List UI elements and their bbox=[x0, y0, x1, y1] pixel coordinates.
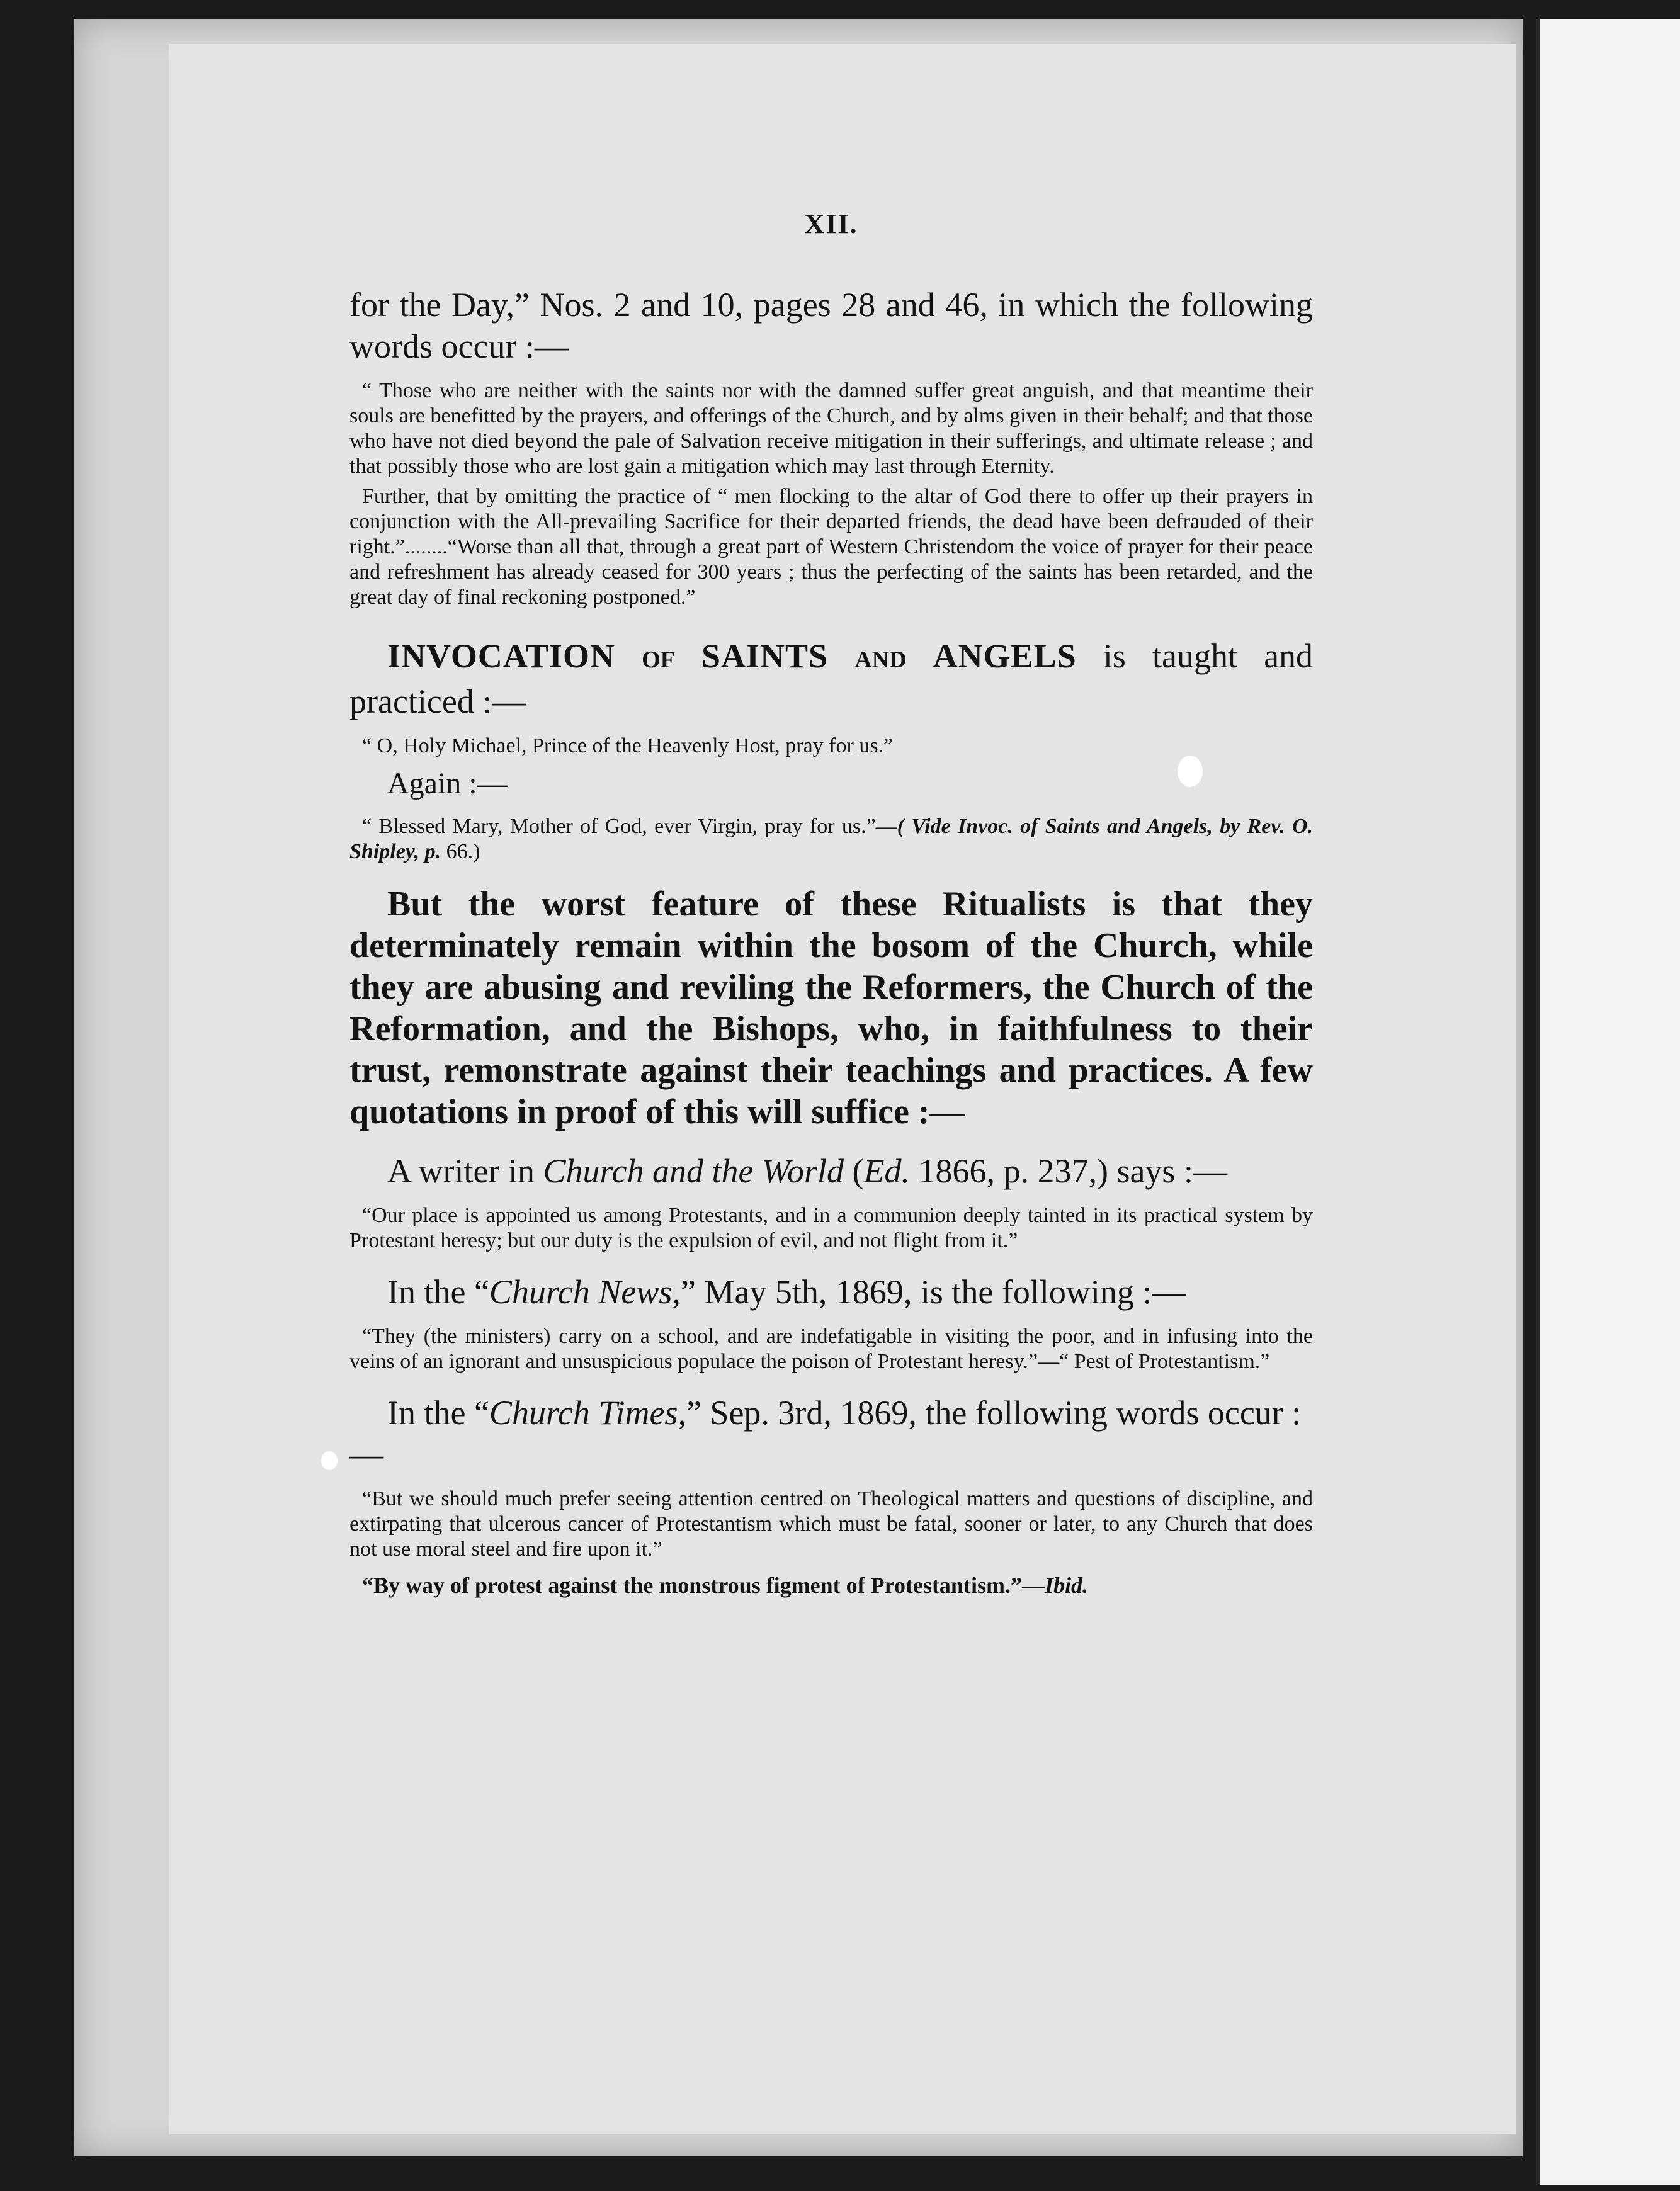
invocation-heading: INVOCATION OF SAINTS AND ANGELS is taught and practiced :— bbox=[349, 637, 1314, 720]
adjacent-page-edge bbox=[1536, 19, 1680, 2185]
church-news-paragraph: In the “Church News,” May 5th, 1869, is the following :— bbox=[387, 1273, 1186, 1311]
quote-mary: “ Blessed Mary, Mother of God, ever Virgin, pray for us.”—( Vide Invoc. of Saints and Angels, by Rev. O. Shipley, p. 66.) bbox=[349, 815, 1313, 863]
quote-ministers: “They (the ministers) carry on a school, and are indefatigable in visiting the poor, and in infusing into the veins of an ignorant and unsuspicious populace the poison of Protestant heresy.”—“ Pest of Protestantism.” bbox=[349, 1325, 1313, 1373]
quote-michael: “ O, Holy Michael, Prince of the Heavenly Host, pray for us.” bbox=[362, 734, 894, 757]
quote-prayers-dead: Further, that by omitting the practice of “ men flocking to the altar of God there to offer up their prayers in conjunction with the All-prevailing Sacrifice for their departed friends, the dead have been defrauded of their right.”........“Worse than all that, through a great part of Western Christendom the voice of prayer for their peace and refreshment has already ceased for 300 years ; thus the perfecting of the saints has been retarded, and the great day of final reckoning postponed.” bbox=[349, 485, 1313, 609]
ritualists-paragraph: But the worst feature of these Ritualists is that they determinately remain within the bosom of the Church, while they are abusing and reviling the Reformers, the Church of the Reformation, and the Bishops, who, in faithfulness to their trust, remonstrate against their teachings and practices. A few quotations in proof of this will suffice :— bbox=[349, 885, 1313, 1131]
page-number: XII. bbox=[804, 208, 858, 239]
again-label: Again :— bbox=[387, 767, 508, 800]
scan-speck bbox=[321, 1451, 338, 1470]
quote-protestants: “Our place is appointed us among Protestants, and in a communion deeply tainted in its practical system by Protestant heresy; but our duty is the expulsion of evil, and not flight from it.” bbox=[349, 1204, 1313, 1252]
quote-figment: “By way of protest against the monstrous figment of Protestantism.”—Ibid. bbox=[362, 1573, 1088, 1598]
quote-purgatory: “ Those who are neither with the saints nor with the damned suffer great anguish, and that meantime their souls are benefitted by the prayers, and offerings of the Church, and by alms given in their behalf; and that those who have not died beyond the pale of Salvation receive mitigation in their sufferings, and ultimate release ; and that possibly those who are lost gain a mitigation which may last through Eternity. bbox=[349, 379, 1313, 478]
church-times-paragraph: In the “Church Times,” Sep. 3rd, 1869, the following words occur :— bbox=[349, 1394, 1302, 1473]
page-text bbox=[349, 208, 1313, 1599]
quote-theological: “But we should much prefer seeing attention centred on Theological matters and questions of discipline, and extirpating that ulcerous cancer of Protestantism which must be fatal, sooner or later, to any Church that does not use moral steel and fire upon it.” bbox=[349, 1487, 1313, 1561]
writer-paragraph: A writer in Church and the World (Ed. 1866, p. 237,) says :— bbox=[387, 1152, 1227, 1190]
intro-paragraph: for the Day,” Nos. 2 and 10, pages 28 and 46, in which the following words occur :— bbox=[349, 286, 1313, 365]
